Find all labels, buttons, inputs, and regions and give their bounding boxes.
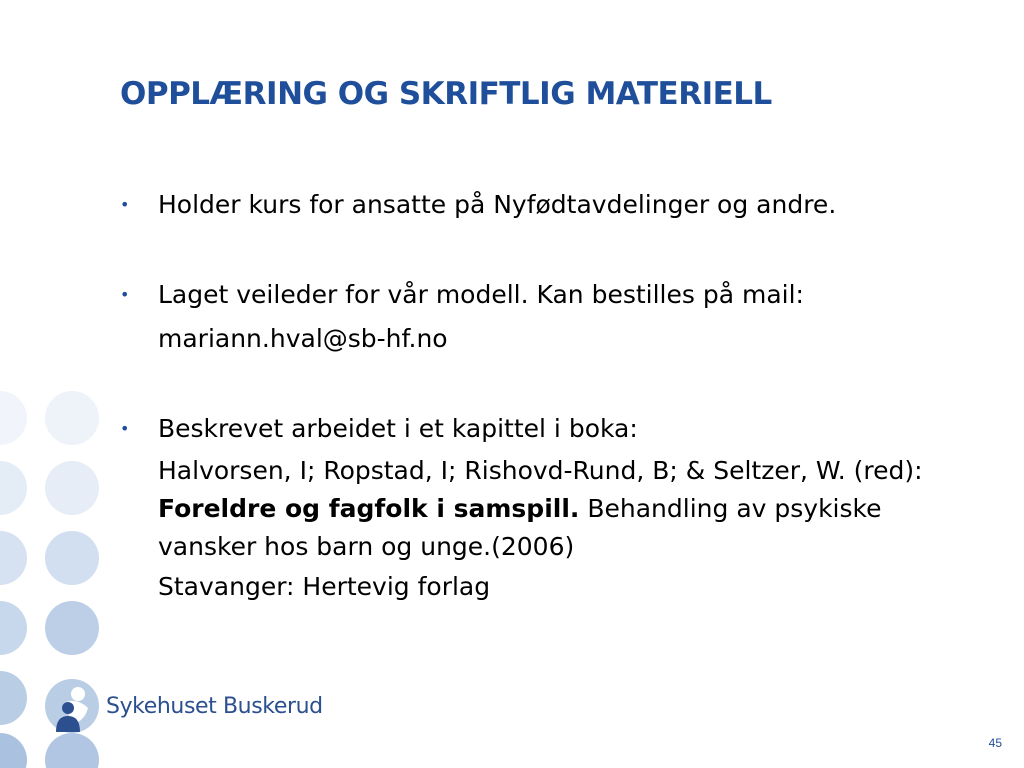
bullet-item [118, 186, 948, 224]
reference-book-title: Foreldre og fagfolk i samspill. [158, 494, 580, 523]
reference-publisher: Stavanger: Hertevig forlag [158, 572, 491, 601]
bullet-item [118, 410, 948, 606]
bullet-icon: • [120, 419, 130, 438]
slide-title: OPPLÆRING OG SKRIFTLIG MATERIELL [120, 76, 772, 112]
bullet-text: Beskrevet arbeidet i et kapittel i boka: [158, 414, 638, 443]
reference-subtitle: Behandling av psykiske vansker hos barn og unge.(2006) [158, 494, 882, 561]
hospital-logo-icon [44, 678, 100, 734]
bullet-item [118, 276, 948, 358]
logo-text: Sykehuset Buskerud [106, 693, 323, 719]
bullet-text: Laget veileder for vår modell. Kan bestilles på mail: [158, 280, 804, 309]
email-text: mariann.hval@sb-hf.no [158, 324, 448, 353]
book-reference [158, 452, 948, 566]
bullet-icon: • [120, 285, 130, 304]
bullet-text: Holder kurs for ansatte på Nyfødtavdelinger og andre. [158, 190, 837, 219]
hospital-logo [44, 678, 323, 734]
bullet-list [118, 186, 948, 606]
reference-authors: Halvorsen, I; Ropstad, I; Rishovd-Rund, B; & Seltzer, W. (red): [158, 456, 923, 485]
page-number: 45 [988, 736, 1002, 750]
bullet-icon: • [120, 195, 130, 214]
